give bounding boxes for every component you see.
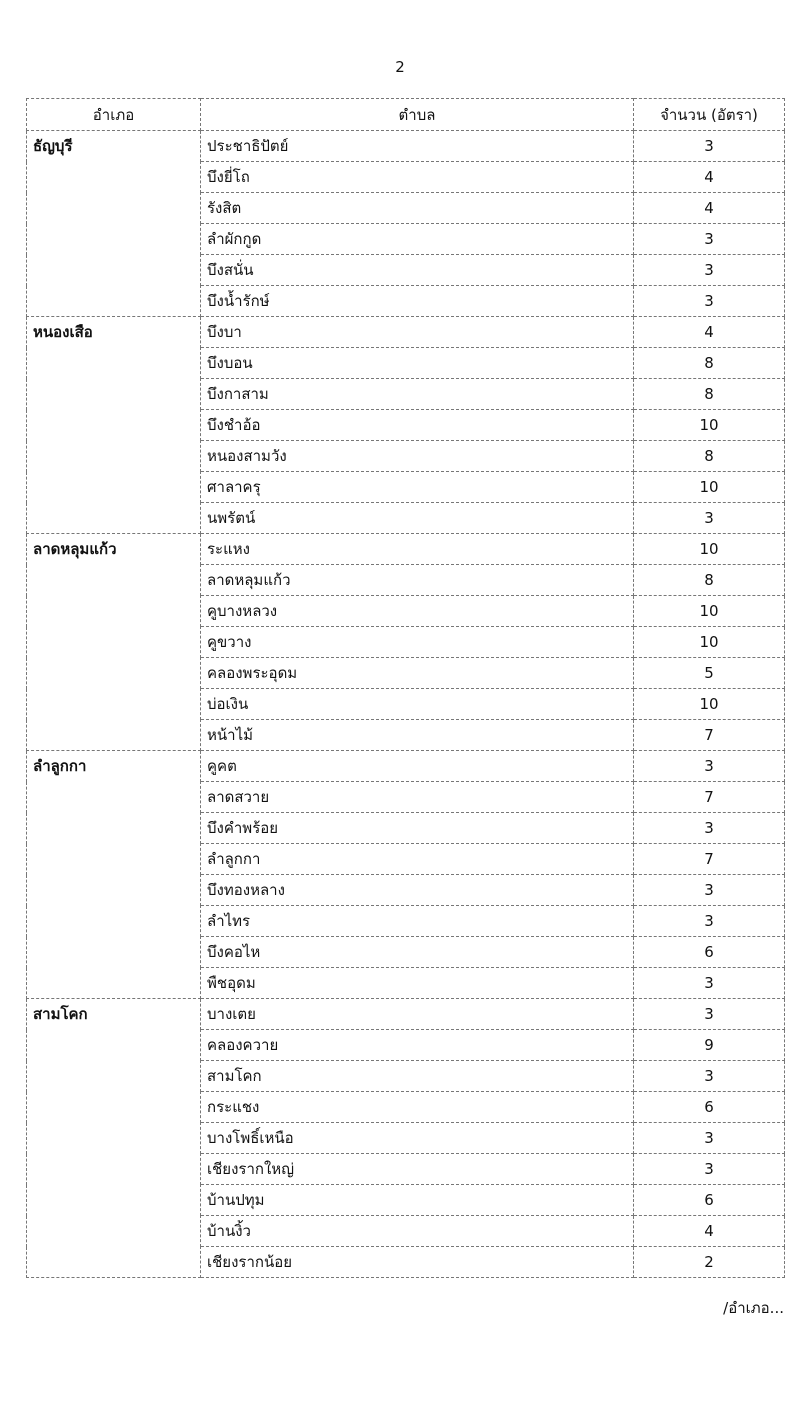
district-cell: ลาดหลุมแก้ว bbox=[27, 534, 201, 751]
table-row bbox=[27, 534, 785, 565]
subdistrict-cell: ลำลูกกา bbox=[201, 844, 634, 875]
table-header-row bbox=[27, 99, 785, 131]
count-cell: 3 bbox=[634, 224, 785, 255]
subdistrict-cell: สามโคก bbox=[201, 1061, 634, 1092]
count-cell: 4 bbox=[634, 1216, 785, 1247]
subdistrict-cell: บึงบอน bbox=[201, 348, 634, 379]
table-row bbox=[27, 317, 785, 348]
subdistrict-cell: บึงน้ำรักษ์ bbox=[201, 286, 634, 317]
table-row bbox=[27, 751, 785, 782]
district-cell: ธัญบุรี bbox=[27, 131, 201, 317]
count-cell: 10 bbox=[634, 534, 785, 565]
subdistrict-cell: บ่อเงิน bbox=[201, 689, 634, 720]
subdistrict-cell: บึงยี่โถ bbox=[201, 162, 634, 193]
header-subdistrict: ตำบล bbox=[201, 99, 634, 131]
subdistrict-cell: ประชาธิปัตย์ bbox=[201, 131, 634, 162]
subdistrict-cell: ศาลาครุ bbox=[201, 472, 634, 503]
subdistrict-cell: บ้านงิ้ว bbox=[201, 1216, 634, 1247]
header-district: อำเภอ bbox=[27, 99, 201, 131]
subdistrict-cell: บึงชำอ้อ bbox=[201, 410, 634, 441]
count-cell: 6 bbox=[634, 1185, 785, 1216]
count-cell: 8 bbox=[634, 565, 785, 596]
district-cell: สามโคก bbox=[27, 999, 201, 1278]
count-cell: 2 bbox=[634, 1247, 785, 1278]
subdistrict-cell: บึงบา bbox=[201, 317, 634, 348]
count-cell: 8 bbox=[634, 441, 785, 472]
count-cell: 10 bbox=[634, 410, 785, 441]
count-cell: 10 bbox=[634, 472, 785, 503]
subdistrict-cell: กระแชง bbox=[201, 1092, 634, 1123]
subdistrict-cell: คลองควาย bbox=[201, 1030, 634, 1061]
count-cell: 9 bbox=[634, 1030, 785, 1061]
subdistrict-cell: หน้าไม้ bbox=[201, 720, 634, 751]
subdistrict-cell: ระแหง bbox=[201, 534, 634, 565]
subdistrict-cell: ลำไทร bbox=[201, 906, 634, 937]
count-cell: 4 bbox=[634, 193, 785, 224]
subdistrict-cell: บึงคำพร้อย bbox=[201, 813, 634, 844]
subdistrict-cell: บางโพธิ์เหนือ bbox=[201, 1123, 634, 1154]
count-cell: 3 bbox=[634, 999, 785, 1030]
count-cell: 7 bbox=[634, 720, 785, 751]
subdistrict-cell: รังสิต bbox=[201, 193, 634, 224]
continuation-note: /อำเภอ... bbox=[723, 1299, 784, 1317]
count-cell: 3 bbox=[634, 255, 785, 286]
count-cell: 3 bbox=[634, 875, 785, 906]
count-cell: 3 bbox=[634, 1061, 785, 1092]
count-cell: 5 bbox=[634, 658, 785, 689]
count-cell: 4 bbox=[634, 317, 785, 348]
allocation-table bbox=[26, 98, 785, 1278]
count-cell: 3 bbox=[634, 968, 785, 999]
count-cell: 8 bbox=[634, 379, 785, 410]
count-cell: 10 bbox=[634, 627, 785, 658]
table-row bbox=[27, 999, 785, 1030]
district-cell: ลำลูกกา bbox=[27, 751, 201, 999]
count-cell: 6 bbox=[634, 1092, 785, 1123]
count-cell: 3 bbox=[634, 751, 785, 782]
subdistrict-cell: ลาดหลุมแก้ว bbox=[201, 565, 634, 596]
subdistrict-cell: บ้านปทุม bbox=[201, 1185, 634, 1216]
subdistrict-cell: คูคต bbox=[201, 751, 634, 782]
count-cell: 3 bbox=[634, 1123, 785, 1154]
subdistrict-cell: พืชอุดม bbox=[201, 968, 634, 999]
count-cell: 6 bbox=[634, 937, 785, 968]
subdistrict-cell: เชียงรากน้อย bbox=[201, 1247, 634, 1278]
subdistrict-cell: คูบางหลวง bbox=[201, 596, 634, 627]
count-cell: 10 bbox=[634, 596, 785, 627]
count-cell: 7 bbox=[634, 782, 785, 813]
subdistrict-cell: บึงทองหลาง bbox=[201, 875, 634, 906]
count-cell: 8 bbox=[634, 348, 785, 379]
count-cell: 7 bbox=[634, 844, 785, 875]
district-cell: หนองเสือ bbox=[27, 317, 201, 534]
subdistrict-cell: บึงกาสาม bbox=[201, 379, 634, 410]
subdistrict-cell: บึงคอไห bbox=[201, 937, 634, 968]
count-cell: 10 bbox=[634, 689, 785, 720]
count-cell: 4 bbox=[634, 162, 785, 193]
subdistrict-cell: ลาดสวาย bbox=[201, 782, 634, 813]
count-cell: 3 bbox=[634, 906, 785, 937]
subdistrict-cell: หนองสามวัง bbox=[201, 441, 634, 472]
table-row bbox=[27, 131, 785, 162]
count-cell: 3 bbox=[634, 131, 785, 162]
page-number: 2 bbox=[395, 58, 405, 76]
subdistrict-cell: เชียงรากใหญ่ bbox=[201, 1154, 634, 1185]
subdistrict-cell: นพรัตน์ bbox=[201, 503, 634, 534]
subdistrict-cell: คูขวาง bbox=[201, 627, 634, 658]
subdistrict-cell: คลองพระอุดม bbox=[201, 658, 634, 689]
count-cell: 3 bbox=[634, 1154, 785, 1185]
count-cell: 3 bbox=[634, 286, 785, 317]
subdistrict-cell: บึงสนั่น bbox=[201, 255, 634, 286]
count-cell: 3 bbox=[634, 813, 785, 844]
table-body bbox=[27, 131, 785, 1278]
count-cell: 3 bbox=[634, 503, 785, 534]
header-count: จำนวน (อัตรา) bbox=[634, 99, 785, 131]
subdistrict-cell: บางเตย bbox=[201, 999, 634, 1030]
subdistrict-cell: ลำผักกูด bbox=[201, 224, 634, 255]
